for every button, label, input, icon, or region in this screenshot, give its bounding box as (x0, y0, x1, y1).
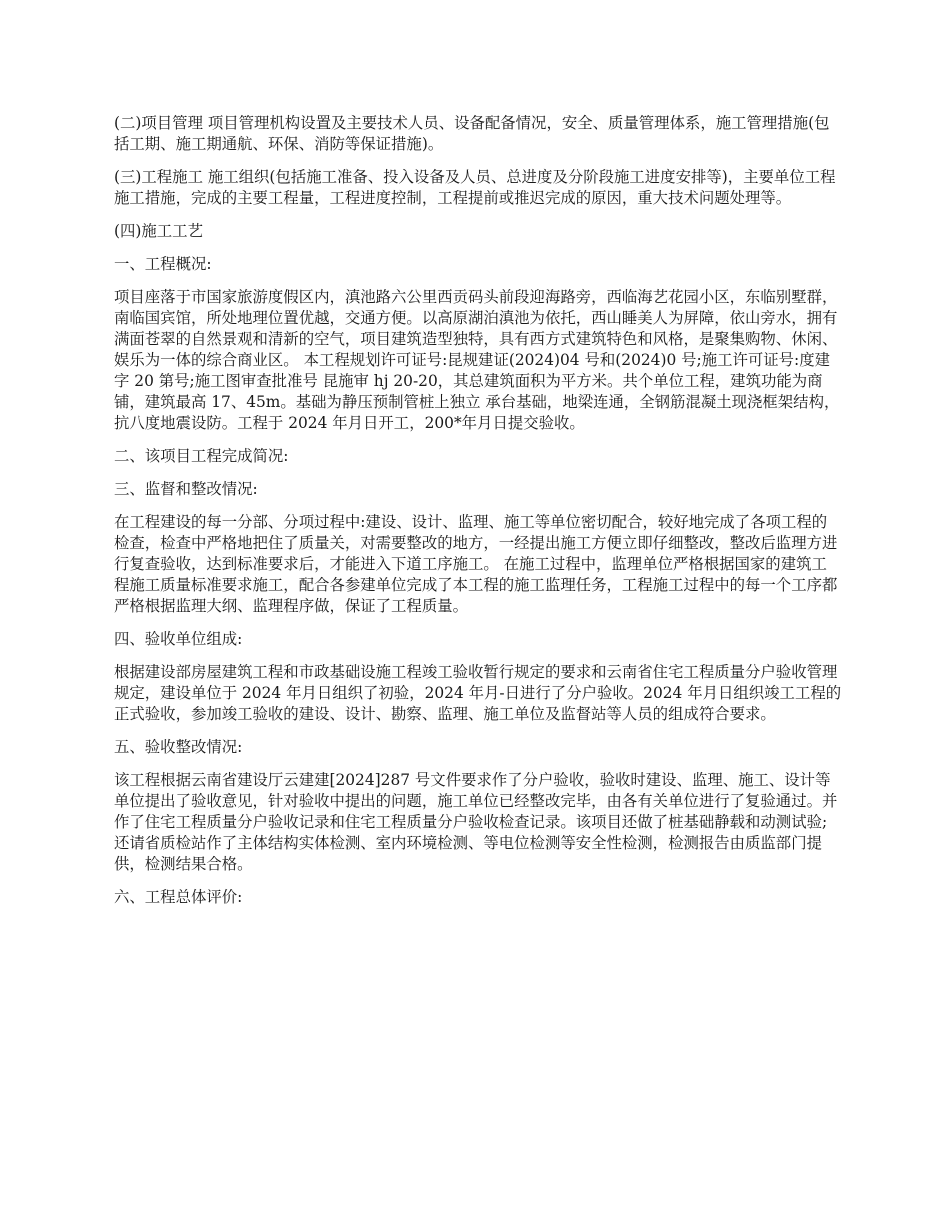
heading-completion-summary: 二、该项目工程完成简况: (114, 447, 289, 465)
paragraph-acceptance-rectification: 该工程根据云南省建设厅云建建[2024]287 号文件要求作了分户验收，验收时建设、监理、施工、设计等单位提出了验收意见，针对验收中提出的问题，施工单位已经整改完毕，由各有关单位进行了复验通过。并作了住宅工程质量分户验收记录和住宅工程质量分户验收检查记录。该项目还做了桩基础静载和动测试验;还请省质检站作了主体结构实体检测、室内环境检测、等电位检测等安全性检测，检测报告由质监部门提供，检测结果合格。 (114, 771, 838, 873)
paragraph-supervision-rectification: 在工程建设的每一分部、分项过程中:建设、设计、监理、施工等单位密切配合，较好地完成了各项工程的检查，检查中严格地把住了质量关，对需要整改的地方，一经提出施工方便立即仔细整改，整改后监理方进行复查验收，达到标准要求后，才能进入下道工序施工。 在施工过程中，监理单位严格根据国家的建筑工程施工质量标准要求施工，配合各参建单位完成了本工程的施工监理任务，工程施工过程中的每一个工序都严格根据监理大纲、监理程序做，保证了工程质量。 (114, 513, 838, 615)
heading-supervision-rectification: 三、监督和整改情况: (114, 480, 258, 498)
paragraph-project-management: (二)项目管理 项目管理机构设置及主要技术人员、设备配备情况，安全、质量管理体系，施工管理措施(包括工期、施工期通航、环保、消防等保证措施)。 (114, 114, 830, 153)
heading-acceptance-units: 四、验收单位组成: (114, 630, 243, 648)
paragraph-acceptance-units: 根据建设部房屋建筑工程和市政基础设施工程竣工验收暂行规定的要求和云南省住宅工程质量分户验收管理规定，建设单位于 2024 年月日组织了初验，2024 年月-日进行了分户验收。2024 年月日组织竣工工程的正式验收，参加竣工验收的建设、设计、勘察、监理、施工单位及监督站等人员的组成符合要求。 (114, 663, 842, 723)
heading-construction-process: (四)施工工艺 (114, 222, 203, 240)
heading-project-overview: 一、工程概况: (114, 255, 212, 273)
heading-overall-evaluation: 六、工程总体评价: (114, 888, 243, 906)
heading-acceptance-rectification: 五、验收整改情况: (114, 738, 243, 756)
paragraph-project-overview: 项目座落于市国家旅游度假区内，滇池路六公里西贡码头前段迎海路旁，西临海艺花园小区，东临别墅群，南临国宾馆，所处地理位置优越，交通方便。以高原湖泊滇池为依托，西山睡美人为屏障，依山旁水，拥有满面苍翠的自然景观和清新的空气，项目建筑造型独特，具有西方式建筑特色和风格，是聚集购物、休闲、娱乐为一体的综合商业区。 本工程规划许可证号:昆规建证(2024)04 号和(2024)0 号;施工许可证号:度建字 20 第号;施工图审查批准号 昆施审 hj 20-20，其总建筑面积为平方米。共个单位工程，建筑功能为商铺，建筑最高 17、45m。基础为静压预制管桩上独立 承台基础，地梁连通，全钢筋混凝土现浇框架结构，抗八度地震设防。工程于 2024 年月日开工，200*年月日提交验收。 (114, 288, 840, 432)
document-body (114, 113, 842, 920)
paragraph-construction: (三)工程施工 施工组织(包括施工准备、投入设备及人员、总进度及分阶段施工进度安排等)，主要单位工程施工措施，完成的主要工程量，工程进度控制，工程提前或推迟完成的原因，重大技术问题处理等。 (114, 168, 836, 207)
